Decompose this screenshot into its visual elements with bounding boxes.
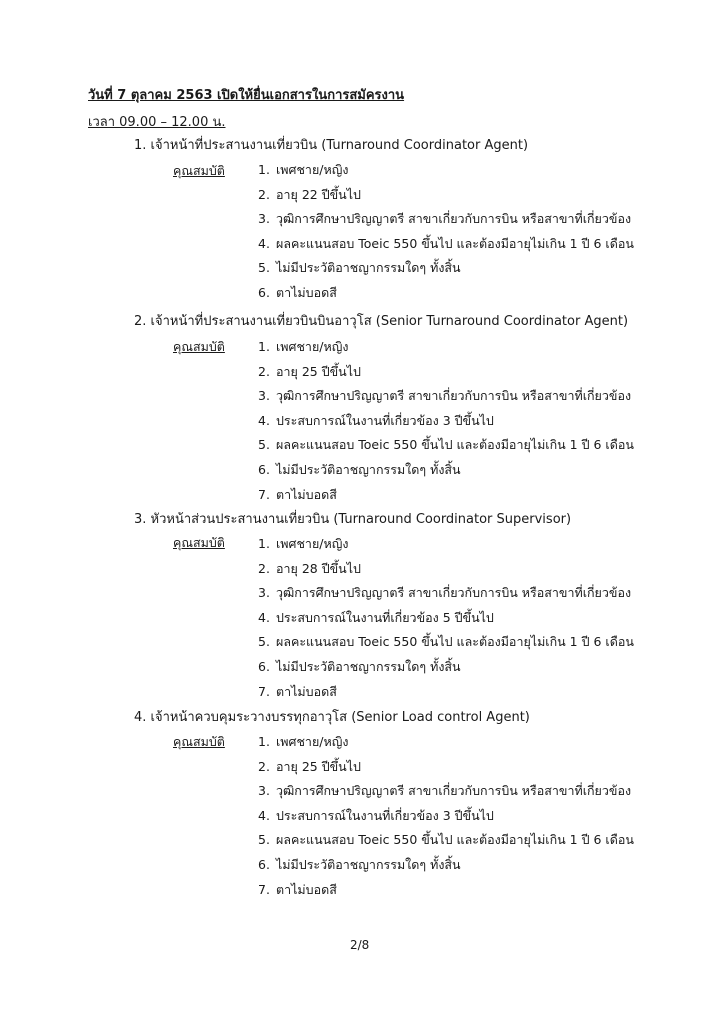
requirement-number: 4.	[258, 609, 270, 625]
requirement-item	[258, 559, 361, 579]
requirement-number: 1.	[258, 339, 270, 354]
requirement-text: อายุ 25 ปีขึ้นไป	[276, 363, 361, 379]
requirement-text: ไม่มีประวัติอาชญากรรมใดๆ ทั้งสิ้น	[276, 462, 461, 477]
requirement-text: ตาไม่บอดสี	[276, 683, 337, 699]
requirement-number: 5.	[258, 634, 270, 650]
requirement-number: 5.	[258, 437, 270, 453]
requirement-item	[258, 160, 348, 180]
qualification-label: คุณสมบัติ	[173, 535, 225, 550]
requirement-item	[258, 534, 348, 554]
requirement-text: ผลคะแนนสอบ Toeic 550 ขึ้นไป และต้องมีอายุไม่เกิน 1 ปี 6 เดือน	[276, 832, 634, 848]
position-title: 4. เจ้าหน้าควบคุมระวางบรรทุกอาวุโส (Senior Load control Agent)	[134, 710, 530, 725]
requirement-number: 3.	[258, 211, 270, 227]
requirement-number: 6.	[258, 462, 270, 477]
requirement-item	[258, 880, 337, 900]
requirement-number: 3.	[258, 783, 270, 799]
requirement-text: ผลคะแนนสอบ Toeic 550 ขึ้นไป และต้องมีอายุไม่เกิน 1 ปี 6 เดือน	[276, 235, 634, 251]
requirement-text: ไม่มีประวัติอาชญากรรมใดๆ ทั้งสิ้น	[276, 260, 461, 276]
requirement-item	[258, 732, 348, 752]
requirement-text: ตาไม่บอดสี	[276, 285, 337, 300]
time-range: เวลา 09.00 – 12.00 น.	[88, 115, 226, 130]
requirement-item	[258, 362, 361, 382]
requirement-text: ประสบการณ์ในงานที่เกี่ยวข้อง 3 ปีขึ้นไป	[276, 412, 494, 428]
requirement-text: อายุ 28 ปีขึ้นไป	[276, 560, 361, 576]
position-title: 1. เจ้าหน้าที่ประสานงานเที่ยวบิน (Turnaround Coordinator Agent)	[134, 138, 529, 153]
requirement-number: 2.	[258, 363, 270, 379]
requirement-text: อายุ 25 ปีขึ้นไป	[276, 758, 361, 774]
page-heading: วันที่ 7 ตุลาคม 2563 เปิดให้ยื่นเอกสารในการสมัครงาน	[88, 88, 405, 103]
requirement-number: 6.	[258, 857, 270, 872]
requirement-number: 7.	[258, 683, 270, 699]
requirement-item	[258, 485, 337, 505]
requirement-item	[258, 583, 631, 603]
requirement-item	[258, 337, 348, 357]
requirement-text: วุฒิการศึกษาปริญญาตรี สาขาเกี่ยวกับการบิน หรือสาขาที่เกี่ยวข้อง	[276, 585, 632, 601]
qualification-label: คุณสมบัติ	[173, 734, 225, 749]
requirement-number: 4.	[258, 412, 270, 428]
requirement-item	[258, 682, 337, 702]
requirement-text: ตาไม่บอดสี	[276, 486, 337, 502]
requirement-text: วุฒิการศึกษาปริญญาตรี สาขาเกี่ยวกับการบิน หรือสาขาที่เกี่ยวข้อง	[276, 211, 632, 227]
requirement-text: วุฒิการศึกษาปริญญาตรี สาขาเกี่ยวกับการบิน หรือสาขาที่เกี่ยวข้อง	[276, 783, 632, 799]
requirement-text: ไม่มีประวัติอาชญากรรมใดๆ ทั้งสิ้น	[276, 659, 461, 674]
requirement-item	[258, 234, 634, 254]
qualification-label: คุณสมบัติ	[173, 163, 225, 178]
position-title: 3. หัวหน้าส่วนประสานงานเที่ยวบิน (Turnaround Coordinator Supervisor)	[134, 512, 572, 527]
requirement-item	[258, 757, 361, 777]
requirement-text: เพศชาย/หญิง	[276, 162, 349, 177]
requirement-number: 5.	[258, 832, 270, 848]
requirement-item	[258, 830, 634, 850]
requirement-item	[258, 460, 461, 480]
requirement-number: 1.	[258, 536, 270, 551]
requirement-item	[258, 855, 461, 875]
requirement-text: อายุ 22 ปีขึ้นไป	[276, 186, 361, 202]
requirement-number: 5.	[258, 260, 270, 276]
requirement-number: 2.	[258, 186, 270, 202]
requirement-text: เพศชาย/หญิง	[276, 734, 349, 749]
requirement-number: 6.	[258, 285, 270, 300]
page-number: 2/8	[350, 938, 370, 952]
requirement-text: ไม่มีประวัติอาชญากรรมใดๆ ทั้งสิ้น	[276, 857, 461, 872]
requirement-item	[258, 657, 461, 677]
requirement-item	[258, 632, 634, 652]
requirement-text: ประสบการณ์ในงานที่เกี่ยวข้อง 5 ปีขึ้นไป	[276, 609, 494, 625]
position-title: 2. เจ้าหน้าที่ประสานงานเที่ยวบินบินอาวุโส (Senior Turnaround Coordinator Agent)	[134, 314, 629, 329]
requirement-number: 1.	[258, 734, 270, 749]
requirement-text: ผลคะแนนสอบ Toeic 550 ขึ้นไป และต้องมีอายุไม่เกิน 1 ปี 6 เดือน	[276, 634, 634, 650]
requirement-item	[258, 209, 631, 229]
requirement-item	[258, 185, 361, 205]
requirement-number: 3.	[258, 388, 270, 404]
requirement-text: เพศชาย/หญิง	[276, 339, 349, 354]
qualification-label: คุณสมบัติ	[173, 339, 225, 354]
requirement-item	[258, 258, 461, 278]
requirement-text: เพศชาย/หญิง	[276, 536, 349, 551]
requirement-text: ประสบการณ์ในงานที่เกี่ยวข้อง 3 ปีขึ้นไป	[276, 807, 494, 823]
requirement-item	[258, 806, 494, 826]
requirement-number: 3.	[258, 585, 270, 601]
requirement-number: 7.	[258, 881, 270, 897]
requirement-number: 4.	[258, 807, 270, 823]
requirement-item	[258, 608, 494, 628]
requirement-item	[258, 411, 494, 431]
requirement-number: 6.	[258, 659, 270, 674]
requirement-number: 7.	[258, 486, 270, 502]
requirement-text: ตาไม่บอดสี	[276, 881, 337, 897]
requirement-item	[258, 781, 631, 801]
requirement-item	[258, 435, 634, 455]
requirement-number: 1.	[258, 162, 270, 177]
requirement-number: 2.	[258, 758, 270, 774]
requirement-item	[258, 386, 631, 406]
requirement-item	[258, 283, 337, 303]
requirement-text: วุฒิการศึกษาปริญญาตรี สาขาเกี่ยวกับการบิน หรือสาขาที่เกี่ยวข้อง	[276, 388, 632, 404]
requirement-number: 4.	[258, 235, 270, 251]
requirement-number: 2.	[258, 560, 270, 576]
requirement-text: ผลคะแนนสอบ Toeic 550 ขึ้นไป และต้องมีอายุไม่เกิน 1 ปี 6 เดือน	[276, 437, 634, 453]
